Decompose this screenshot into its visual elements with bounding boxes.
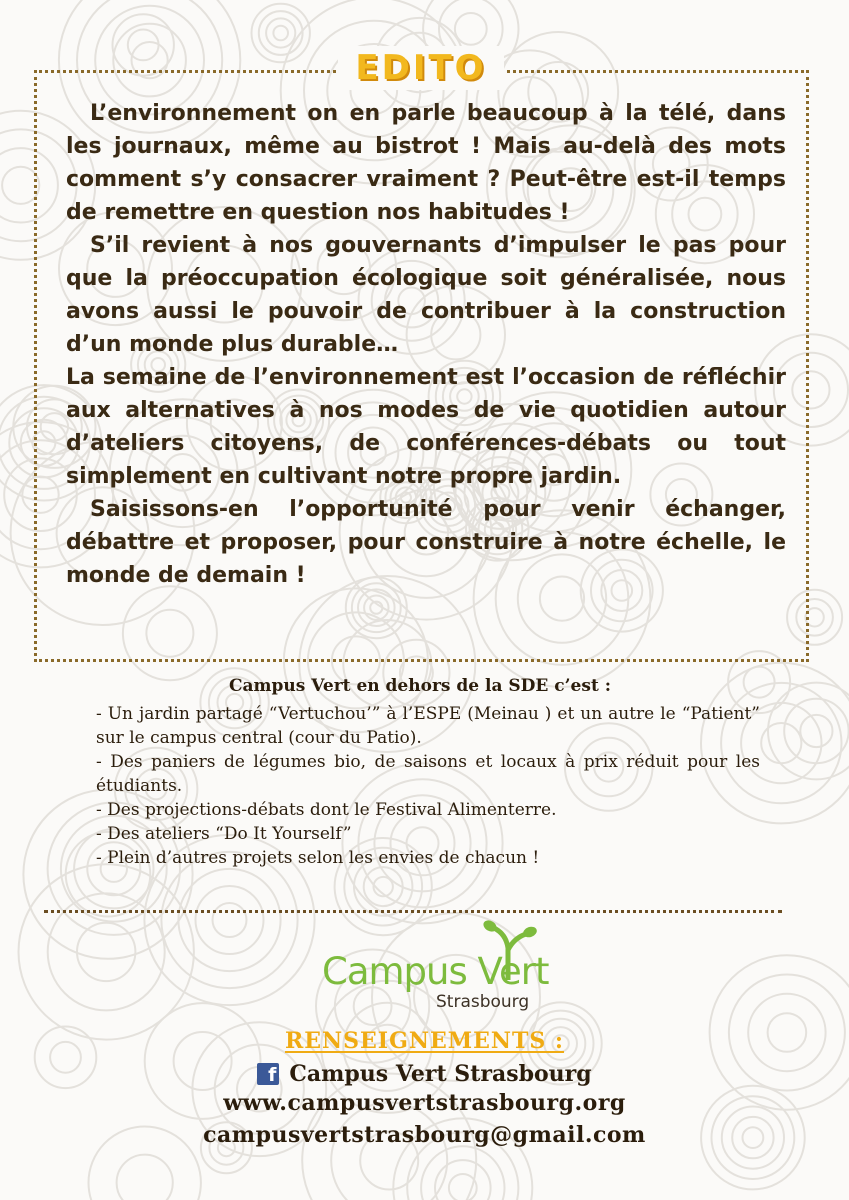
background-circle xyxy=(273,26,288,41)
background-circle xyxy=(128,30,159,61)
background-circle xyxy=(800,715,832,747)
list-item: - Des paniers de légumes bio, de saisons et locaux à prix réduit pour les étudiants. xyxy=(96,752,760,796)
contact-heading xyxy=(120,1028,729,1054)
list-item: - Des projections-débats dont le Festival Alimenterre. xyxy=(96,800,557,820)
list-item: - Des ateliers “Do It Yourself” xyxy=(96,824,352,844)
section-divider xyxy=(44,910,782,913)
list-item: - Un jardin partagé “Vertuchou’” à l’ESPE (Meinau ) et un autre le “Patient” sur le campus central (cour du Patio). xyxy=(96,704,760,748)
background-circle xyxy=(50,1042,81,1073)
facebook-line[interactable] xyxy=(140,1059,709,1089)
background-circle xyxy=(35,1027,97,1089)
background-circle xyxy=(161,852,297,988)
background-circle xyxy=(364,867,403,906)
campus-vert-list xyxy=(96,702,760,870)
logo-name: Campus Vert xyxy=(322,950,549,993)
edito-body xyxy=(66,97,786,592)
facebook-icon[interactable]: f xyxy=(257,1063,279,1085)
edito-title-text: EDITO xyxy=(355,48,487,88)
background-circle xyxy=(748,994,825,1071)
email-link[interactable]: campusvertstrasbourg@gmail.com xyxy=(203,1122,646,1148)
edito-paragraph: L’environnement on en parle beaucoup à la télé, dans les journaux, même au bistrot ! Mais au-delà des mots comment s’y consacrer vraiment ? Peut-être est-il temps de remettre en question nos habitudes ! xyxy=(66,101,786,225)
facebook-page-name[interactable]: Campus Vert Strasbourg xyxy=(289,1061,592,1087)
background-circle xyxy=(710,955,849,1110)
background-circle xyxy=(784,699,848,763)
edito-paragraph: S’il revient à nos gouvernants d’impulser le pas pour que la préoccupation écologique soit généralisée, nous avons aussi le pouvoir de contribuer à la construction d’un monde plus durable… xyxy=(66,233,786,357)
edito-paragraph: La semaine de l’environnement est l’occasion de réfléchir aux alternatives à nos modes de vie quotidien autour d’ateliers citoyens, de conférences-débats ou tout simplement en cultivant notre propre jardin. xyxy=(66,365,786,489)
background-circle xyxy=(266,18,295,47)
website-link[interactable]: www.campusvertstrasbourg.org xyxy=(223,1090,626,1116)
background-circle xyxy=(729,975,845,1091)
list-item: - Plein d’autres projets selon les envies de chacun ! xyxy=(96,848,540,868)
background-circle xyxy=(196,886,264,954)
background-circle xyxy=(455,13,487,45)
background-circle xyxy=(331,1103,447,1200)
campus-vert-logo xyxy=(318,920,558,1020)
edito-title xyxy=(338,46,504,90)
edito-paragraph: Saisissons-en l’opportunité pour venir échanger, débattre et proposer, pour construire à notre échelle, le monde de demain ! xyxy=(66,497,786,588)
logo-city: Strasbourg xyxy=(436,992,530,1012)
background-circle xyxy=(77,923,135,981)
background-circle xyxy=(213,903,247,937)
campus-vert-heading: Campus Vert en dehors de la SDE c’est : xyxy=(229,676,611,696)
background-circle xyxy=(117,1155,173,1200)
contact-heading-text: RENSEIGNEMENTS : xyxy=(284,1028,565,1054)
background-circle xyxy=(19,864,194,1039)
background-circle xyxy=(768,1013,807,1052)
